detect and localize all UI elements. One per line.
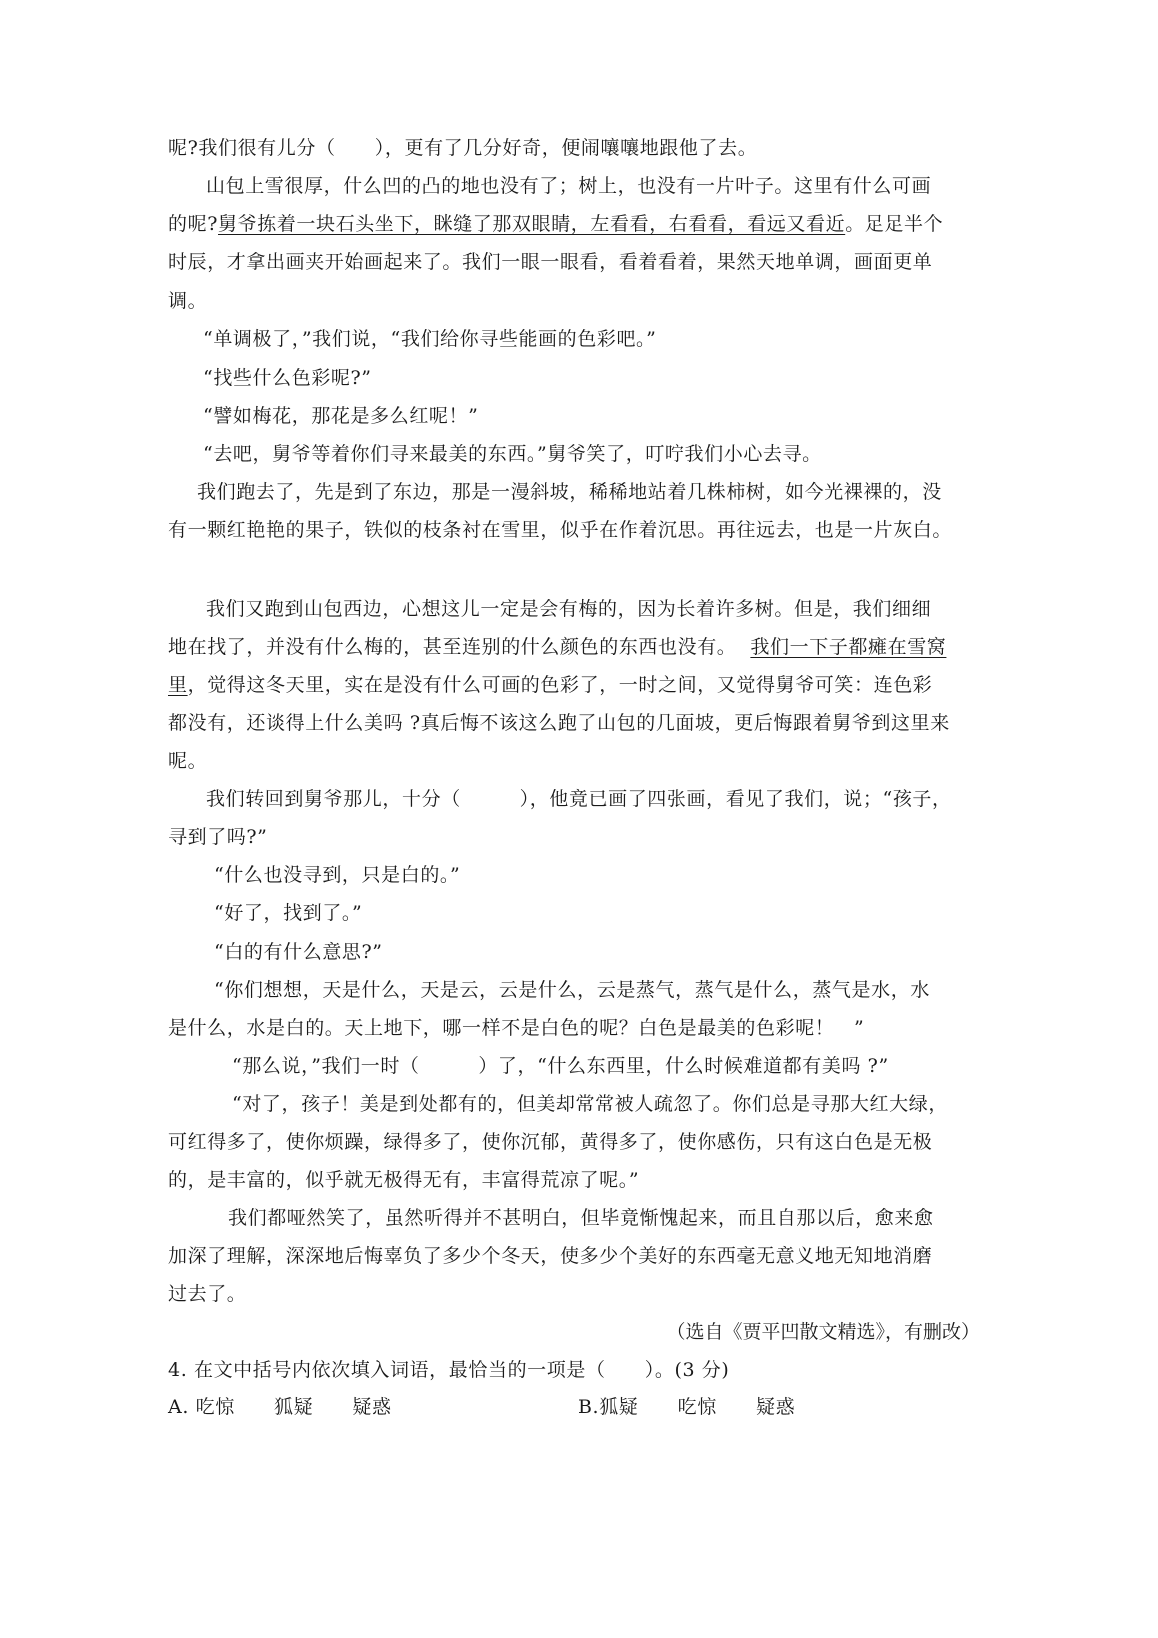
option-b: B.狐疑 吃惊 疑惑 [578, 1396, 796, 1418]
underlined-sentence: 里 [168, 674, 188, 696]
text-line: 调。 [168, 290, 208, 312]
dialogue-line: “找些什么色彩呢?” [203, 367, 372, 389]
dialogue-line: “去吧，舅爷等着你们寻来最美的东西。”舅爷笑了，叮咛我们小心去寻。 [203, 443, 822, 465]
question-text: 4. 在文中括号内依次填入词语，最恰当的一项是（ ）。(3 分) [168, 1359, 730, 1381]
dialogue-line: “好了，找到了。” [214, 902, 363, 924]
dialogue-line: “单调极了，”我们说，“我们给你寻些能画的色彩吧。” [203, 328, 657, 350]
underlined-sentence: 舅爷拣着一块石头坐下，眯缝了那双眼睛，左看看，右看看，看远又看近 [218, 213, 846, 235]
text-line: 呢?我们很有儿分（ ），更有了几分好奇，便闹嚷嚷地跟他了去。 [168, 137, 758, 159]
dialogue-line: “白的有什么意思?” [214, 941, 383, 963]
text-line: 我们都哑然笑了，虽然听得并不甚明白，但毕竟惭愧起来，而且自那以后，愈来愈 [228, 1207, 934, 1229]
text-segment: 。足足半个 [845, 213, 944, 235]
text-segment: 地在找了，并没有什么梅的，甚至连别的什么颜色的东西也没有。 [168, 636, 737, 658]
text-line: 山包上雪很厚，什么凹的凸的地也没有了；树上，也没有一片叶子。这里有什么可画 [206, 175, 932, 197]
source-citation: （选自《贾平凹散文精选》，有删改） [666, 1321, 980, 1343]
text-segment: 的呢? [168, 213, 218, 235]
option-a: A. 吃惊 狐疑 疑惑 [168, 1396, 392, 1418]
text-line [168, 673, 932, 697]
text-line: 寻到了吗?” [168, 826, 268, 848]
text-line [168, 635, 946, 659]
dialogue-line: “那么说，”我们一时（ ）了，“什么东西里，什么时候难道都有美吗 ?” [232, 1055, 889, 1077]
text-line: 有一颗红艳艳的果子，铁似的枝条衬在雪里，似乎在作着沉思。再往远去，也是一片灰白。 [168, 519, 953, 541]
dialogue-line: “对了，孩子！美是到处都有的，但美却常常被人疏忽了。你们总是寻那大红大绿， [232, 1093, 948, 1115]
text-line: 都没有，还谈得上什么美吗 ?真后悔不该这么跑了山包的几面坡，更后悔跟着舅爷到这里来 [168, 712, 950, 734]
dialogue-line: 是什么，水是白的。天上地下，哪一样不是白色的呢？白色是最美的色彩呢！ ” [168, 1017, 865, 1039]
text-line: 我们又跑到山包西边，心想这儿一定是会有梅的，因为长着许多树。但是，我们细细 [206, 598, 932, 620]
text-line: 我们跑去了，先是到了东边，那是一漫斜坡，稀稀地站着几株柿树，如今光裸裸的，没 [197, 481, 942, 503]
underlined-sentence: 我们一下子都瘫在雪窝 [750, 636, 947, 658]
dialogue-line: 的，是丰富的，似乎就无极得无有，丰富得荒凉了呢。” [168, 1169, 640, 1191]
text-line [168, 212, 943, 236]
text-line: 我们转回到舅爷那儿，十分（ ），他竟已画了四张画，看见了我们，说；“孩子， [206, 788, 952, 810]
text-line: 时辰，才拿出画夹开始画起来了。我们一眼一眼看，看着看着，果然天地单调，画面更单 [168, 251, 933, 273]
text-line: 呢。 [168, 750, 208, 772]
dialogue-line: “你们想想，天是什么，天是云，云是什么，云是蒸气，蒸气是什么，蒸气是水，水 [214, 979, 930, 1001]
text-line: 加深了理解，深深地后悔辜负了多少个冬天，使多少个美好的东西毫无意义地无知地消磨 [168, 1245, 933, 1267]
text-segment: ，觉得这冬天里，实在是没有什么可画的色彩了，一时之间，又觉得舅爷可笑：连色彩 [187, 674, 933, 696]
dialogue-line: “什么也没寻到，只是白的。” [214, 864, 461, 886]
dialogue-line: “譬如梅花，那花是多么红呢！” [203, 405, 479, 427]
dialogue-line: 可红得多了，使你烦躁，绿得多了，使你沉郁，黄得多了，使你感伤，只有这白色是无极 [168, 1131, 933, 1153]
text-line: 过去了。 [168, 1283, 247, 1305]
